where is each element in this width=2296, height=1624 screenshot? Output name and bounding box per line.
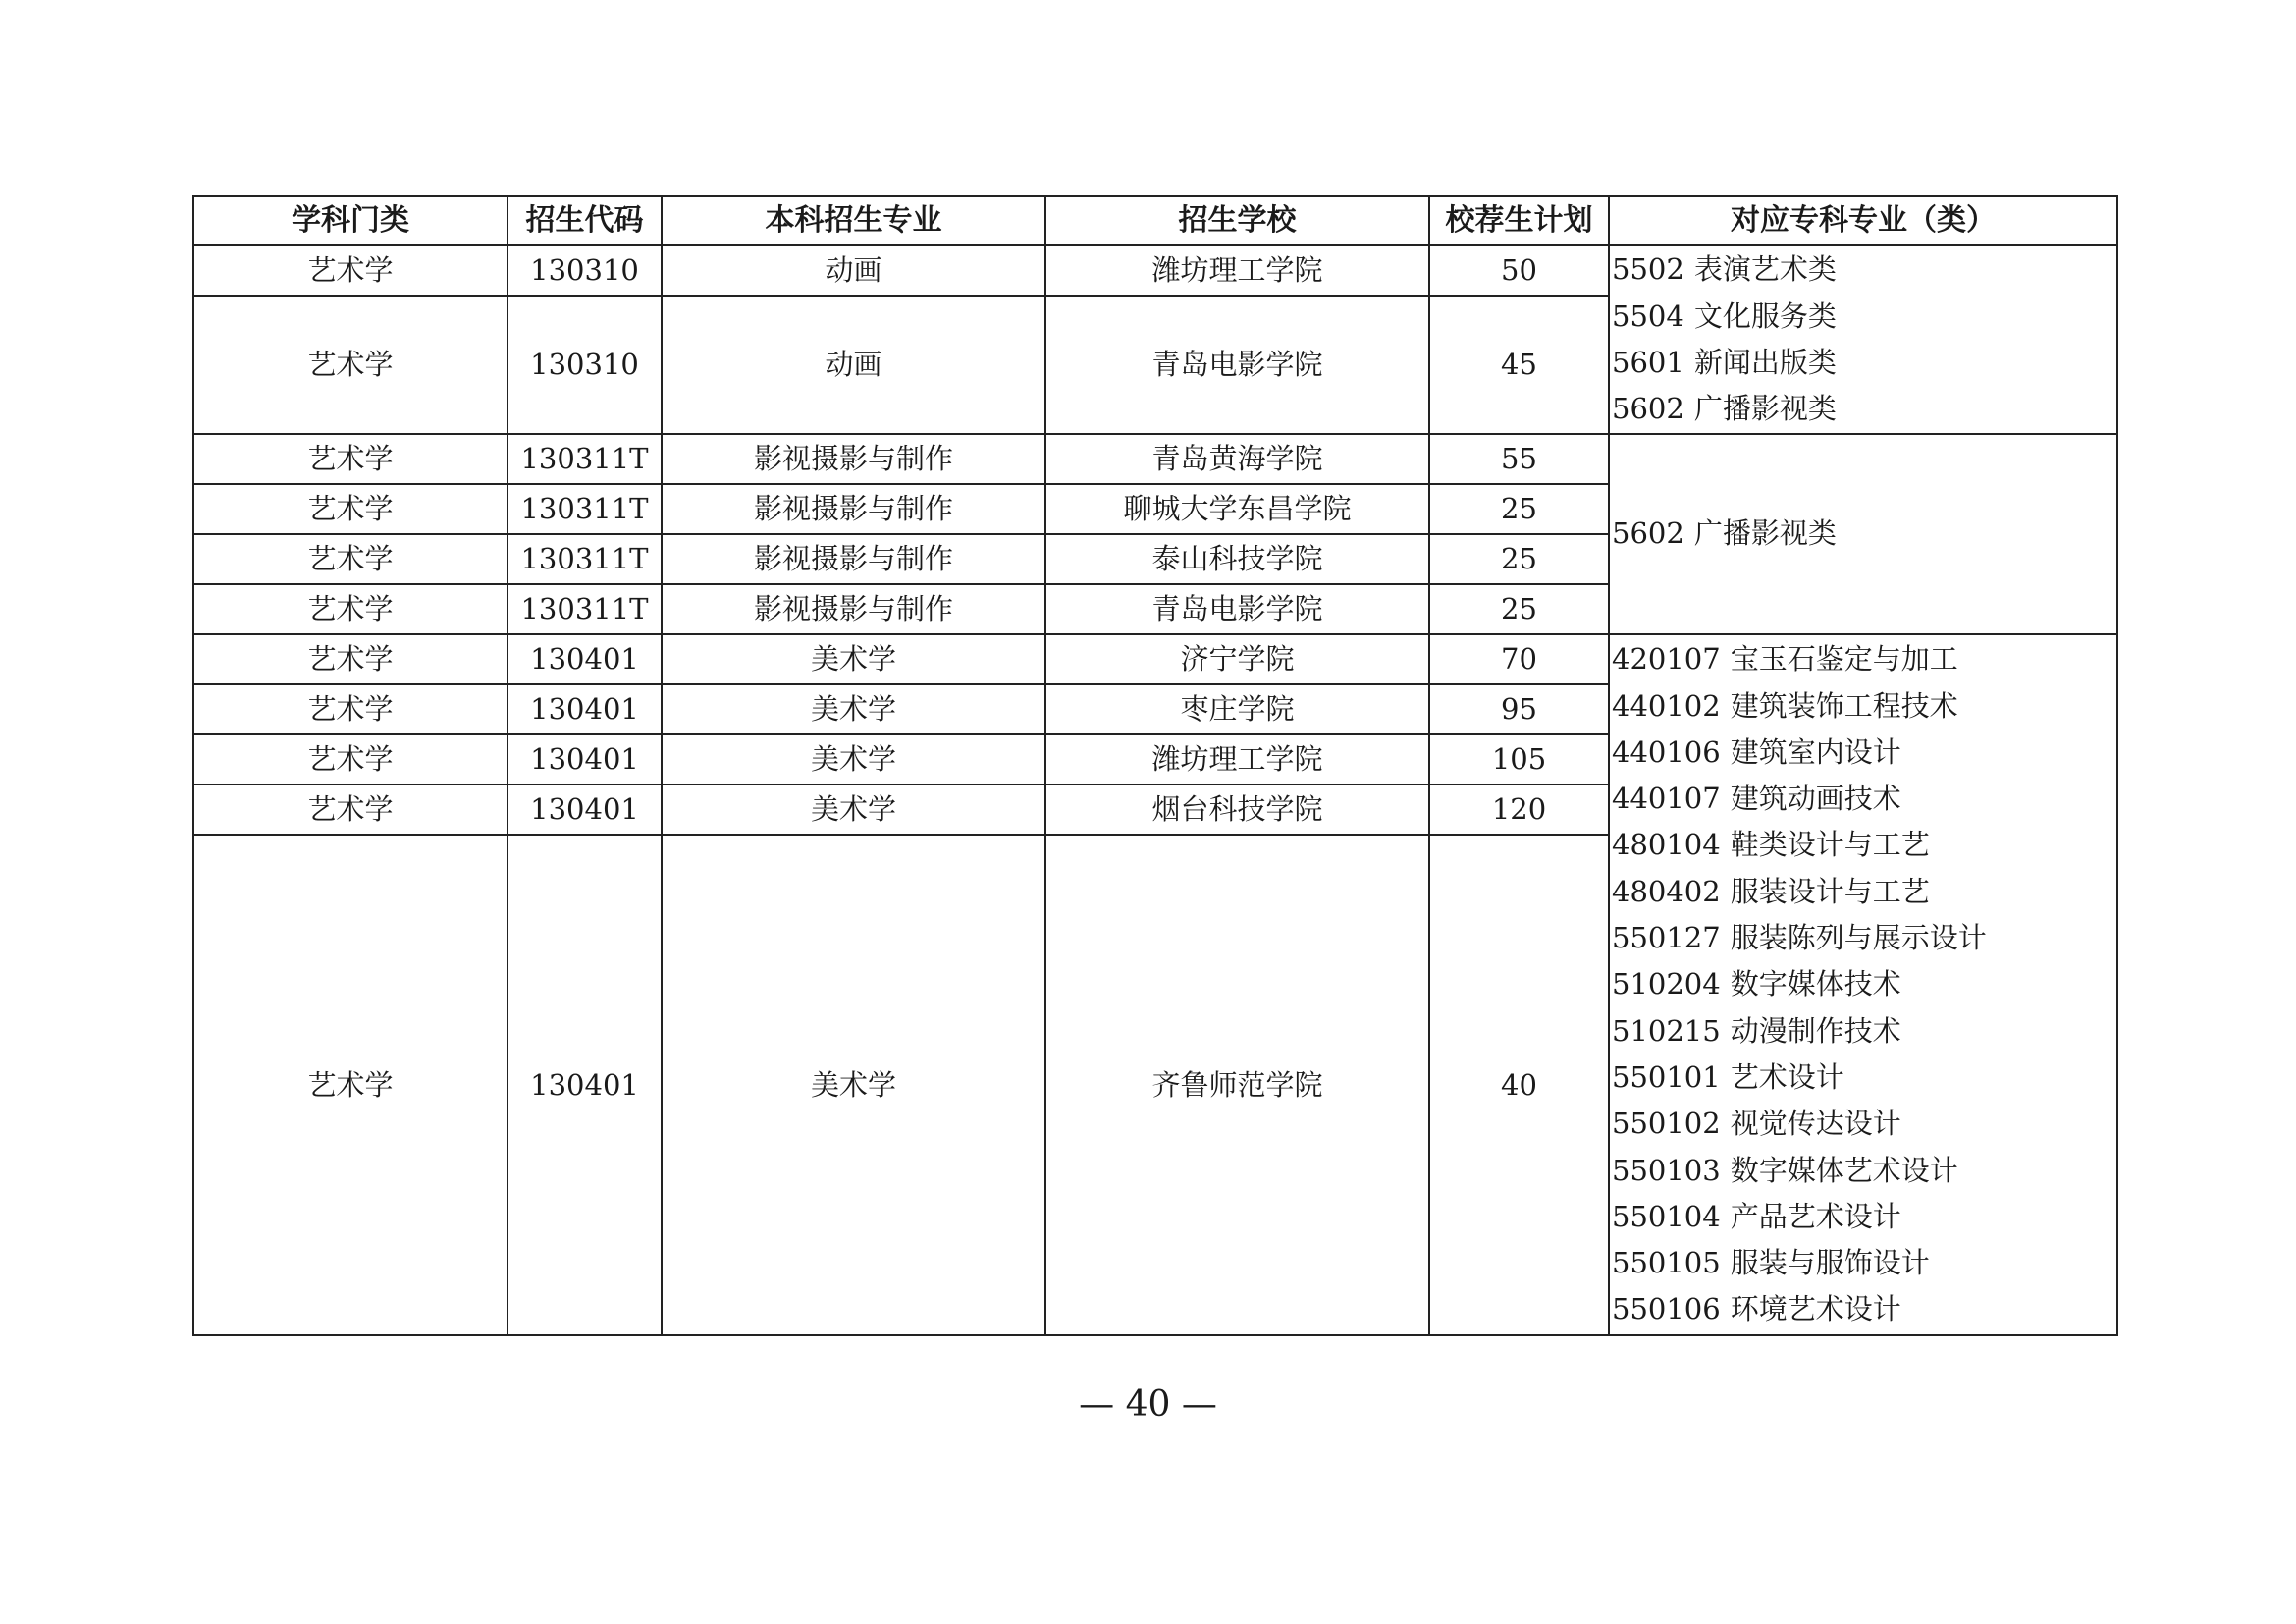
cell-plan: 120 xyxy=(1429,785,1609,835)
cell-major: 美术学 xyxy=(662,734,1045,785)
cell-plan: 70 xyxy=(1429,634,1609,684)
header-school: 招生学校 xyxy=(1045,196,1429,245)
vocational-major: 440102 建筑装饰工程技术 xyxy=(1612,688,1958,723)
cell-school: 潍坊理工学院 xyxy=(1045,734,1429,785)
cell-school: 青岛电影学院 xyxy=(1045,584,1429,634)
vocational-major: 440106 建筑室内设计 xyxy=(1612,734,1901,769)
cell-category: 艺术学 xyxy=(193,534,507,584)
cell-major: 美术学 xyxy=(662,785,1045,835)
vocational-major: 510204 数字媒体技术 xyxy=(1612,967,1901,1001)
cell-category: 艺术学 xyxy=(193,245,507,296)
vocational-major: 550103 数字媒体艺术设计 xyxy=(1612,1153,1958,1187)
cell-major: 影视摄影与制作 xyxy=(662,534,1045,584)
cell-plan: 55 xyxy=(1429,434,1609,484)
cell-category: 艺术学 xyxy=(193,296,507,434)
vocational-major: 5602 广播影视类 xyxy=(1612,516,1837,551)
cell-code: 130401 xyxy=(507,734,662,785)
vocational-major: 480402 服装设计与工艺 xyxy=(1612,874,1930,908)
vocational-major: 5601 新闻出版类 xyxy=(1612,346,1837,379)
vocational-major: 440107 建筑动画技术 xyxy=(1612,782,1901,816)
cell-school: 齐鲁师范学院 xyxy=(1045,835,1429,1335)
cell-code: 130310 xyxy=(507,245,662,296)
vocational-major: 550101 艺术设计 xyxy=(1612,1059,1844,1094)
cell-code: 130401 xyxy=(507,835,662,1335)
cell-plan: 45 xyxy=(1429,296,1609,434)
cell-major: 动画 xyxy=(662,245,1045,296)
table-header-row xyxy=(193,196,2117,245)
cell-school: 潍坊理工学院 xyxy=(1045,245,1429,296)
cell-school: 青岛电影学院 xyxy=(1045,296,1429,434)
vocational-major: 550105 服装与服饰设计 xyxy=(1612,1246,1930,1280)
vocational-major: 550104 产品艺术设计 xyxy=(1612,1199,1901,1233)
cell-code: 130311T xyxy=(507,534,662,584)
cell-major: 动画 xyxy=(662,296,1045,434)
cell-plan: 95 xyxy=(1429,684,1609,734)
cell-category: 艺术学 xyxy=(193,634,507,684)
table-row xyxy=(193,434,2117,484)
cell-plan: 25 xyxy=(1429,534,1609,584)
cell-plan: 40 xyxy=(1429,835,1609,1335)
vocational-major: 550127 服装陈列与展示设计 xyxy=(1612,921,1987,955)
cell-major: 美术学 xyxy=(662,684,1045,734)
cell-code: 130401 xyxy=(507,785,662,835)
cell-category: 艺术学 xyxy=(193,584,507,634)
cell-vocational-majors xyxy=(1609,634,2117,1335)
cell-school: 泰山科技学院 xyxy=(1045,534,1429,584)
cell-plan: 50 xyxy=(1429,245,1609,296)
table-row xyxy=(193,245,2117,296)
vocational-major: 5502 表演艺术类 xyxy=(1612,252,1837,287)
cell-code: 130311T xyxy=(507,434,662,484)
vocational-major: 5504 文化服务类 xyxy=(1612,298,1837,333)
vocational-major: 420107 宝玉石鉴定与加工 xyxy=(1612,642,1958,677)
header-vocational-majors: 对应专科专业（类） xyxy=(1609,196,2117,245)
cell-school: 枣庄学院 xyxy=(1045,684,1429,734)
cell-category: 艺术学 xyxy=(193,684,507,734)
header-plan: 校荐生计划 xyxy=(1429,196,1609,245)
cell-vocational-majors xyxy=(1609,434,2117,634)
vocational-major: 5602 广播影视类 xyxy=(1612,392,1837,426)
cell-plan: 25 xyxy=(1429,584,1609,634)
cell-code: 130401 xyxy=(507,634,662,684)
cell-code: 130310 xyxy=(507,296,662,434)
table-row xyxy=(193,634,2117,684)
cell-major: 美术学 xyxy=(662,634,1045,684)
cell-school: 烟台科技学院 xyxy=(1045,785,1429,835)
cell-code: 130311T xyxy=(507,484,662,534)
cell-category: 艺术学 xyxy=(193,835,507,1335)
cell-vocational-majors xyxy=(1609,245,2117,434)
cell-category: 艺术学 xyxy=(193,785,507,835)
header-major: 本科招生专业 xyxy=(662,196,1045,245)
page-number: — 40 — xyxy=(1079,1384,1217,1425)
vocational-major: 550102 视觉传达设计 xyxy=(1612,1107,1901,1141)
cell-major: 影视摄影与制作 xyxy=(662,484,1045,534)
cell-code: 130401 xyxy=(507,684,662,734)
vocational-major: 510215 动漫制作技术 xyxy=(1612,1013,1901,1048)
vocational-major: 480104 鞋类设计与工艺 xyxy=(1612,828,1930,862)
header-category: 学科门类 xyxy=(193,196,507,245)
cell-school: 济宁学院 xyxy=(1045,634,1429,684)
cell-plan: 25 xyxy=(1429,484,1609,534)
cell-plan: 105 xyxy=(1429,734,1609,785)
header-code: 招生代码 xyxy=(507,196,662,245)
cell-major: 影视摄影与制作 xyxy=(662,584,1045,634)
vocational-major: 550106 环境艺术设计 xyxy=(1612,1292,1901,1326)
cell-school: 聊城大学东昌学院 xyxy=(1045,484,1429,534)
cell-category: 艺术学 xyxy=(193,734,507,785)
admissions-table xyxy=(192,195,2118,1336)
cell-school: 青岛黄海学院 xyxy=(1045,434,1429,484)
cell-major: 影视摄影与制作 xyxy=(662,434,1045,484)
cell-category: 艺术学 xyxy=(193,484,507,534)
cell-code: 130311T xyxy=(507,584,662,634)
cell-category: 艺术学 xyxy=(193,434,507,484)
cell-major: 美术学 xyxy=(662,835,1045,1335)
